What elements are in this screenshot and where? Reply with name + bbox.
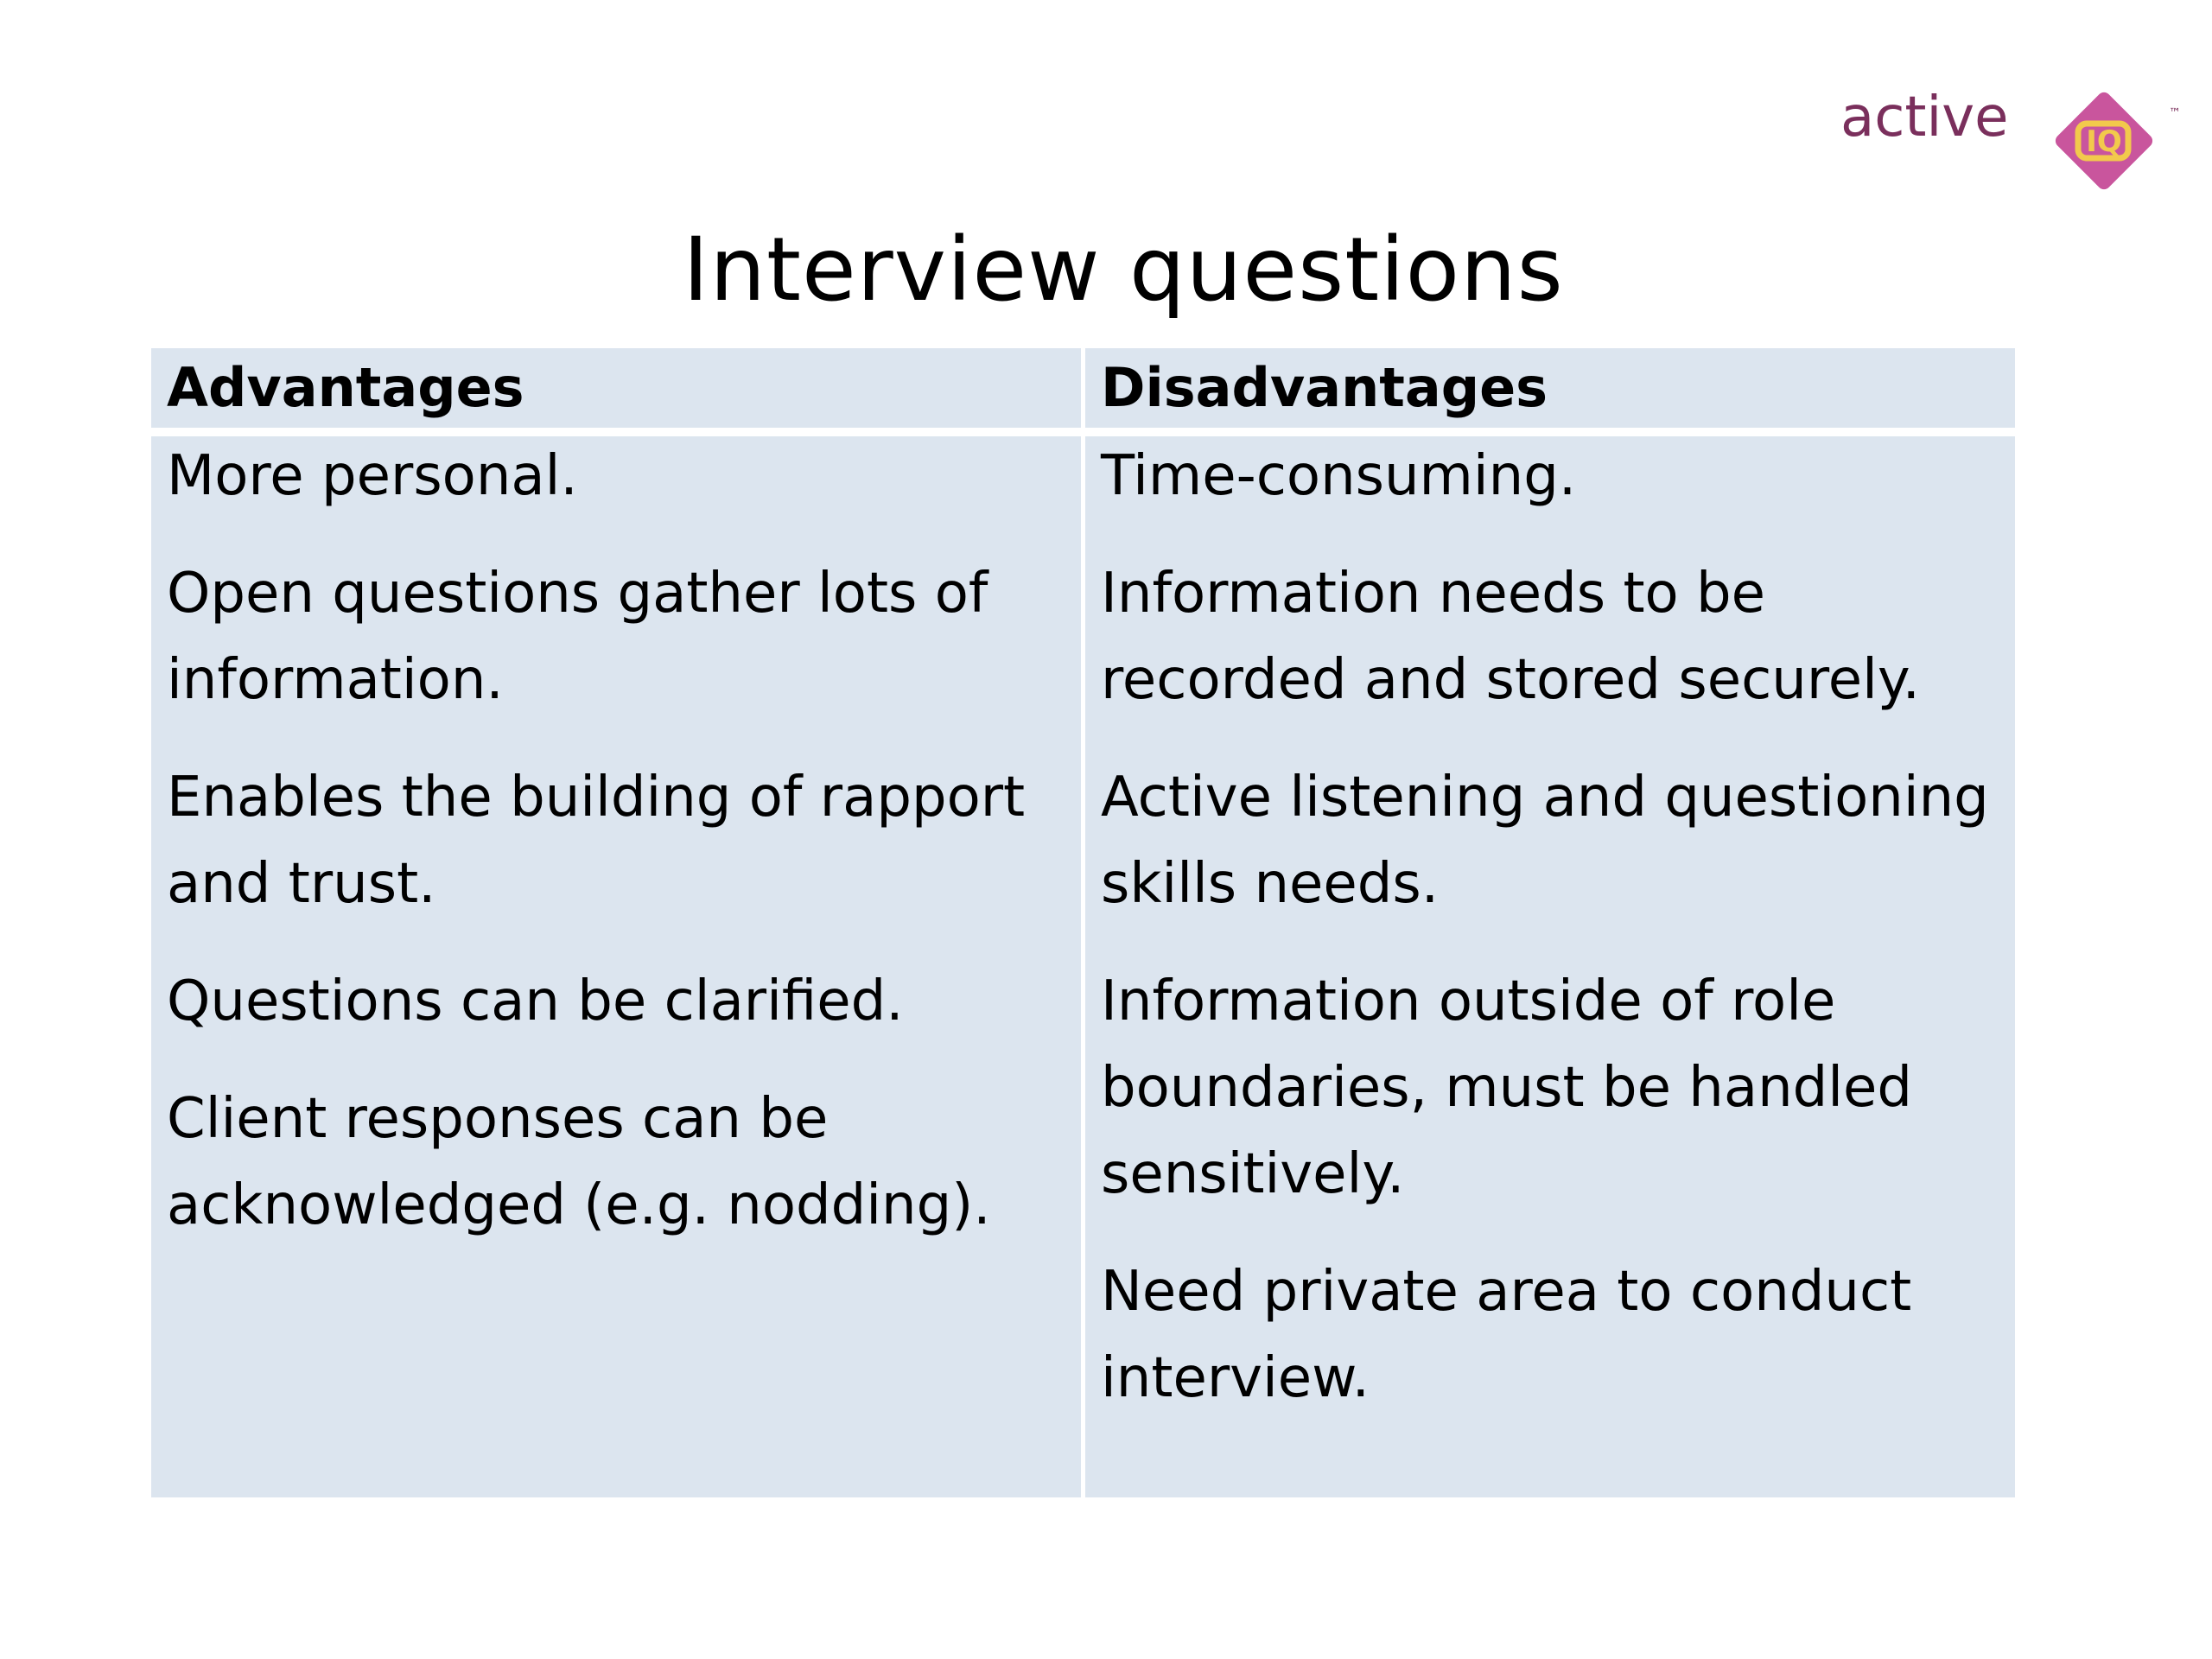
table-header-row xyxy=(151,348,2015,432)
disadvantages-column xyxy=(1084,432,2016,1497)
comparison-table xyxy=(151,348,2015,1497)
disadvantage-item: Information needs to be recorded and stored securely. xyxy=(1101,562,1920,712)
slide-title: Interview questions xyxy=(683,219,1564,322)
disadvantages-header: Disadvantages xyxy=(1084,348,2016,432)
disadvantage-item: Need private area to conduct interview. xyxy=(1101,1260,1912,1410)
disadvantage-item: Active listening and questioning skills needs. xyxy=(1101,766,1989,916)
logo-wordmark: active xyxy=(1840,86,2009,149)
advantage-item: Questions can be clarified. xyxy=(167,969,904,1033)
table-body-row xyxy=(151,432,2015,1497)
advantage-item: Client responses can be acknowledged (e.g. nodding). xyxy=(167,1087,991,1237)
logo-trademark: ™ xyxy=(2169,106,2181,120)
advantage-item: More personal. xyxy=(167,444,578,508)
advantages-header: Advantages xyxy=(151,348,1084,432)
advantage-item: Open questions gather lots of information. xyxy=(167,562,988,712)
advantage-item: Enables the building of rapport and trust. xyxy=(167,766,1026,916)
disadvantage-item: Information outside of role boundaries, must be handled sensitively. xyxy=(1101,969,1913,1206)
comparison-table-container xyxy=(151,348,2015,1497)
logo-mark: IQ xyxy=(2086,124,2122,159)
activeiq-logo-graphic xyxy=(1840,82,2186,203)
advantages-column xyxy=(151,432,1084,1497)
activeiq-logo xyxy=(1840,82,2186,203)
disadvantage-item: Time-consuming. xyxy=(1101,444,1577,508)
